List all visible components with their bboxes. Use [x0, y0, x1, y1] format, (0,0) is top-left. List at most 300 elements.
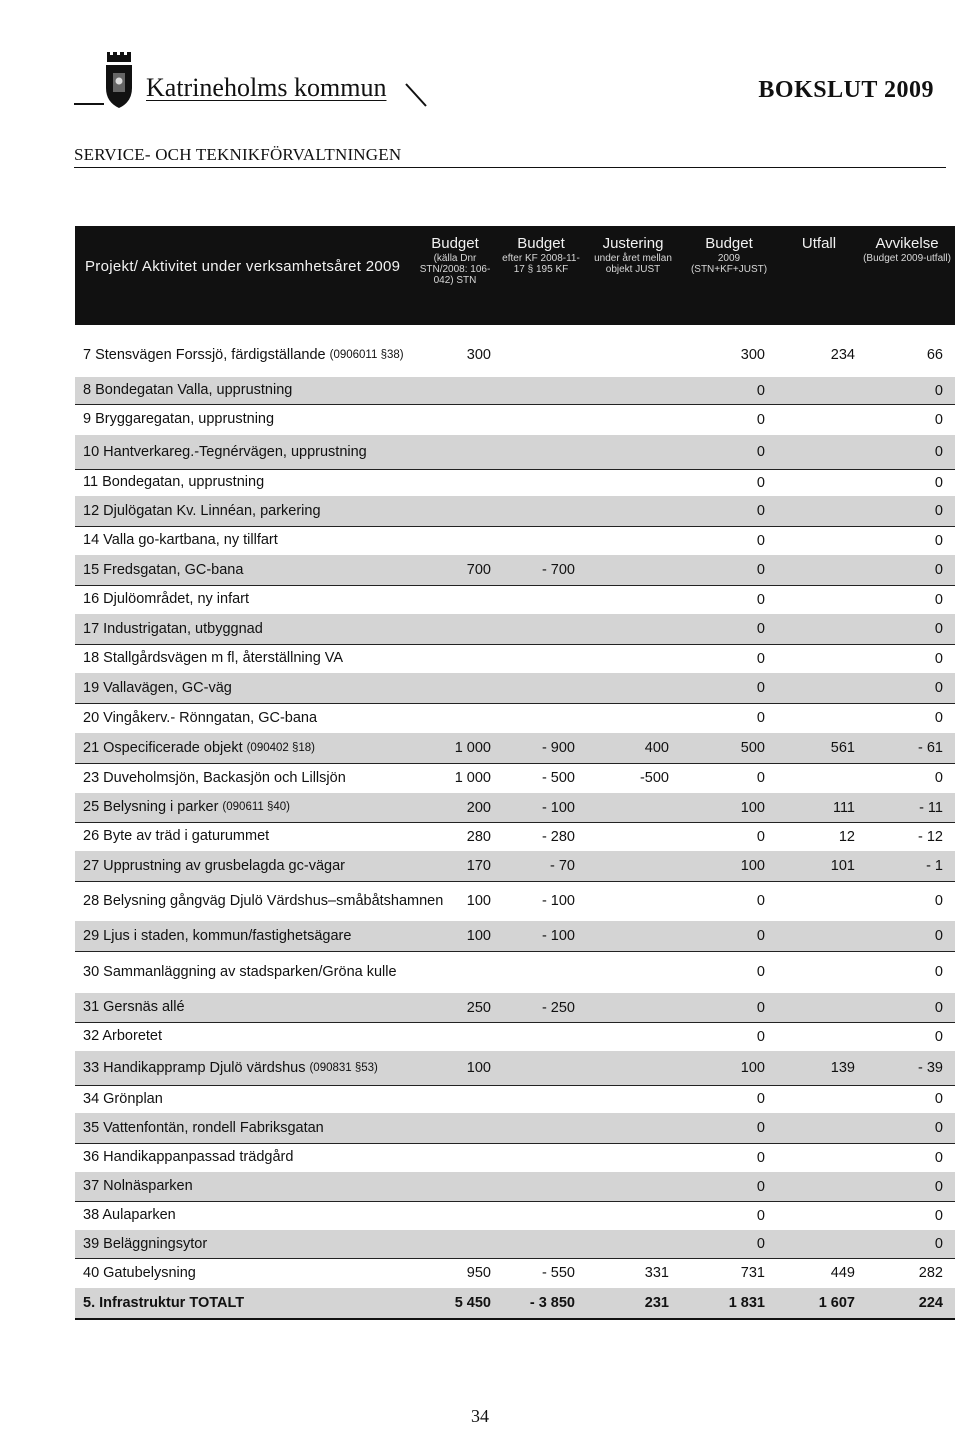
utfall-cell — [771, 614, 855, 644]
avvikelse-cell: 0 — [934, 562, 943, 578]
avvikelse-cell: 0 — [934, 893, 943, 909]
budget-kf-cell — [495, 1172, 575, 1201]
project-name — [83, 614, 463, 644]
project-title: 15 Fredsgatan, GC-bana — [83, 561, 244, 578]
justering-cell — [579, 1143, 669, 1172]
column-title: Avvikelse — [875, 235, 939, 252]
avvikelse-cell: - 61 — [918, 740, 943, 756]
project-title: 27 Upprustning av grusbelagda gc-vägar — [83, 857, 345, 874]
table-row — [75, 703, 955, 734]
project-name — [83, 1172, 463, 1201]
project-title: 36 Handikappanpassad trädgård — [83, 1149, 294, 1165]
justering-cell — [579, 333, 669, 377]
budget-kf-cell — [495, 1201, 575, 1230]
budget-2009-cell: 0 — [756, 999, 765, 1016]
column-header-budget-stn — [415, 236, 495, 286]
project-title: 40 Gatubelysning — [83, 1264, 196, 1281]
budget-stn-cell — [415, 1113, 491, 1143]
budget-stn-cell — [415, 951, 491, 993]
budget-2009-cell: 0 — [756, 503, 765, 519]
justering-cell — [579, 1085, 669, 1113]
utfall-cell — [771, 763, 855, 793]
utfall-cell: 101 — [830, 858, 855, 874]
table-row — [75, 733, 955, 764]
project-title: 28 Belysning gångväg Djulö Värdshus–småbåtshamnen — [83, 892, 444, 909]
budget-kf-cell: - 900 — [541, 740, 575, 756]
project-name — [83, 951, 463, 993]
project-title: 20 Vingåkerv.- Rönngatan, GC-bana — [83, 709, 318, 726]
project-title: 32 Arboretet — [83, 1028, 162, 1044]
project-title: 31 Gersnäs allé — [83, 999, 185, 1015]
budget-stn-cell — [415, 526, 491, 555]
budget-2009-cell: 0 — [756, 828, 765, 845]
project-name — [83, 1022, 463, 1051]
report-title: BOKSLUT 2009 — [758, 77, 934, 103]
table-row — [75, 1085, 955, 1114]
utfall-cell — [771, 1172, 855, 1201]
table-row — [75, 993, 955, 1023]
budget-stn-cell: 1 000 — [454, 740, 491, 756]
justering-cell — [579, 1201, 669, 1230]
table-row — [75, 333, 955, 378]
budget-kf-cell: - 550 — [541, 1265, 575, 1281]
justering-cell — [579, 851, 669, 881]
budget-stn-cell — [415, 1201, 491, 1230]
project-title: 18 Stallgårdsvägen m fl, återställning VA — [83, 650, 344, 666]
table-row — [75, 585, 955, 615]
budget-2009-cell: 0 — [756, 1149, 765, 1166]
budget-stn-cell — [415, 585, 491, 614]
project-title: 26 Byte av träd i gaturummet — [83, 828, 270, 844]
avvikelse-cell: 0 — [934, 1091, 943, 1107]
budget-2009-cell: 0 — [756, 1120, 765, 1136]
budget-2009-cell: 0 — [756, 680, 765, 696]
avvikelse-cell: 282 — [918, 1265, 943, 1281]
budget-2009-cell: 0 — [756, 1207, 765, 1224]
project-name — [83, 1051, 463, 1085]
budget-kf-cell: - 500 — [541, 770, 575, 786]
budget-kf-cell: - 100 — [541, 799, 575, 816]
budget-stn-cell — [415, 377, 491, 404]
table-row — [75, 614, 955, 645]
column-subtitle: efter KF 2008-11-17 § 195 KF — [502, 252, 580, 275]
project-name — [83, 921, 463, 951]
budget-stn-cell: 5 450 — [454, 1295, 491, 1311]
avvikelse-cell: 0 — [934, 770, 943, 786]
utfall-cell — [771, 555, 855, 585]
budget-kf-cell — [495, 1051, 575, 1085]
budget-2009-cell: 0 — [756, 474, 765, 491]
budget-stn-cell — [415, 1230, 491, 1258]
avvikelse-cell: 0 — [934, 474, 943, 491]
budget-2009-cell: 0 — [756, 1091, 765, 1107]
avvikelse-cell: - 11 — [919, 799, 943, 816]
budget-kf-cell — [495, 404, 575, 435]
column-header-avvikelse — [861, 236, 953, 264]
justering-cell — [579, 993, 669, 1022]
project-name — [83, 555, 463, 585]
column-title: Utfall — [801, 235, 837, 252]
utfall-cell — [771, 921, 855, 951]
budget-kf-cell: - 3 850 — [529, 1295, 575, 1311]
budget-kf-cell — [495, 496, 575, 526]
budget-2009-cell: 1 831 — [728, 1295, 765, 1311]
project-name — [83, 1085, 463, 1113]
budget-2009-cell: 0 — [756, 1178, 765, 1195]
budget-2009-cell: 0 — [756, 928, 765, 944]
utfall-cell — [771, 1113, 855, 1143]
avvikelse-cell: 0 — [934, 710, 943, 726]
budget-2009-cell: 100 — [740, 1060, 765, 1076]
project-name — [83, 673, 463, 703]
budget-2009-cell: 0 — [756, 710, 765, 726]
justering-cell — [579, 377, 669, 404]
table-row — [75, 1051, 955, 1086]
budget-2009-cell: 731 — [740, 1265, 765, 1281]
avvikelse-cell: 0 — [934, 999, 943, 1016]
utfall-cell — [771, 881, 855, 921]
avvikelse-cell: 0 — [934, 532, 943, 549]
project-table — [75, 333, 955, 1318]
utfall-cell — [771, 1201, 855, 1230]
avvikelse-cell: 0 — [934, 1120, 943, 1136]
budget-2009-cell: 100 — [740, 858, 765, 874]
project-title: 30 Sammanläggning av stadsparken/Gröna kulle — [83, 963, 397, 980]
project-title: 29 Ljus i staden, kommun/fastighetsägare — [83, 927, 352, 944]
project-name — [83, 733, 463, 763]
department-name: SERVICE- OCH TEKNIKFÖRVALTNINGEN — [74, 145, 402, 164]
justering-cell — [579, 644, 669, 673]
column-title: Budget — [517, 235, 565, 252]
project-reference: (090831 §53) — [309, 1061, 378, 1074]
project-title: 19 Vallavägen, GC-väg — [83, 679, 232, 696]
justering-cell — [579, 496, 669, 526]
department-rule — [74, 167, 946, 168]
table-row — [75, 1201, 955, 1231]
project-name — [83, 1113, 463, 1143]
avvikelse-cell: 0 — [934, 1149, 943, 1166]
project-name — [83, 1288, 463, 1318]
justering-cell — [579, 673, 669, 703]
justering-cell — [579, 951, 669, 993]
project-title: 34 Grönplan — [83, 1090, 163, 1107]
project-title: 25 Belysning i parker — [83, 799, 219, 815]
avvikelse-cell: 0 — [934, 621, 943, 637]
utfall-cell — [771, 526, 855, 555]
budget-kf-cell — [495, 1143, 575, 1172]
utfall-cell — [771, 703, 855, 733]
avvikelse-cell: 224 — [918, 1295, 943, 1311]
budget-stn-cell — [415, 469, 491, 496]
project-title: 23 Duveholmsjön, Backasjön och Lillsjön — [83, 769, 346, 786]
utfall-cell: 234 — [830, 347, 855, 363]
justering-cell: 400 — [644, 740, 669, 756]
project-reference: (090611 §40) — [222, 801, 290, 813]
budget-stn-cell: 200 — [466, 799, 491, 816]
budget-kf-cell — [495, 333, 575, 377]
justering-cell: 331 — [644, 1265, 669, 1281]
project-name — [83, 703, 463, 733]
budget-kf-cell: - 280 — [541, 828, 575, 845]
table-row — [75, 822, 955, 852]
budget-stn-cell — [415, 614, 491, 644]
budget-kf-cell — [495, 1230, 575, 1258]
budget-kf-cell — [495, 1113, 575, 1143]
budget-kf-cell: - 100 — [541, 893, 575, 909]
table-row — [75, 921, 955, 952]
project-name — [83, 404, 463, 435]
avvikelse-cell: 0 — [934, 650, 943, 667]
budget-kf-cell — [495, 526, 575, 555]
budget-kf-cell — [495, 469, 575, 496]
project-title: 17 Industrigatan, utbyggnad — [83, 620, 263, 637]
utfall-cell: 449 — [830, 1265, 855, 1281]
column-header-justering — [587, 236, 679, 275]
budget-stn-cell — [415, 673, 491, 703]
table-row — [75, 496, 955, 527]
project-title: 8 Bondegatan Valla, upprustning — [83, 382, 293, 398]
column-title: Budget — [431, 235, 479, 252]
table-row — [75, 1022, 955, 1052]
column-header-budget-kf — [499, 236, 583, 275]
justering-cell — [579, 469, 669, 496]
project-title: 38 Aulaparken — [83, 1207, 176, 1223]
budget-kf-cell — [495, 377, 575, 404]
justering-cell — [579, 585, 669, 614]
budget-stn-cell: 700 — [466, 562, 491, 578]
budget-stn-cell: 300 — [466, 347, 491, 363]
justering-cell — [579, 404, 669, 435]
budget-kf-cell — [495, 614, 575, 644]
budget-stn-cell: 170 — [466, 858, 491, 874]
justering-cell — [579, 1051, 669, 1085]
budget-stn-cell — [415, 1143, 491, 1172]
project-reference: (090402 §18) — [246, 741, 316, 754]
justering-cell: 231 — [644, 1295, 669, 1311]
budget-stn-cell — [415, 435, 491, 469]
column-header-budget-2009 — [681, 236, 777, 275]
column-subtitle: (Budget 2009-utfall) — [863, 252, 951, 264]
budget-kf-cell — [495, 951, 575, 993]
column-subtitle: under året mellan objekt JUST — [594, 252, 672, 275]
project-name — [83, 851, 463, 881]
budget-2009-cell: 500 — [740, 740, 765, 756]
justering-cell — [579, 555, 669, 585]
justering-cell — [579, 1113, 669, 1143]
budget-2009-cell: 0 — [756, 770, 765, 786]
project-name — [83, 822, 463, 851]
column-title: Budget — [705, 235, 753, 252]
table-row — [75, 1113, 955, 1144]
budget-2009-cell: 0 — [756, 444, 765, 460]
project-name — [83, 881, 463, 921]
justering-cell — [579, 881, 669, 921]
utfall-cell — [771, 377, 855, 404]
budget-2009-cell: 0 — [756, 532, 765, 549]
budget-stn-cell: 250 — [466, 999, 491, 1016]
project-name — [83, 526, 463, 555]
project-title: 12 Djulögatan Kv. Linnéan, parkering — [83, 502, 321, 519]
project-title: 10 Hantverkareg.-Tegnérvägen, upprustning — [83, 443, 367, 460]
avvikelse-cell: 0 — [934, 411, 943, 428]
budget-2009-cell: 0 — [756, 562, 765, 578]
utfall-cell — [771, 673, 855, 703]
utfall-cell: 1 607 — [818, 1295, 855, 1311]
project-reference: (0906011 §38) — [329, 348, 404, 361]
budget-kf-cell — [495, 644, 575, 673]
column-header-utfall — [779, 236, 859, 253]
project-name — [83, 469, 463, 496]
budget-kf-cell: - 700 — [541, 562, 575, 578]
project-title: 21 Ospecificerade objekt — [83, 739, 243, 756]
justering-cell — [579, 793, 669, 822]
budget-2009-cell: 0 — [756, 411, 765, 428]
table-row — [75, 526, 955, 556]
budget-stn-cell — [415, 404, 491, 435]
table-row — [75, 644, 955, 674]
header-slash-mark — [404, 82, 428, 108]
project-name — [83, 1143, 463, 1172]
project-name — [83, 435, 463, 469]
avvikelse-cell: - 12 — [918, 828, 943, 845]
utfall-cell — [771, 1022, 855, 1051]
page-number: 34 — [471, 1406, 489, 1426]
table-row — [75, 555, 955, 586]
budget-stn-cell — [415, 703, 491, 733]
utfall-cell — [771, 644, 855, 673]
utfall-cell — [771, 404, 855, 435]
justering-cell — [579, 921, 669, 951]
avvikelse-cell: 66 — [926, 347, 943, 363]
budget-2009-cell: 0 — [756, 1236, 765, 1252]
table-row — [75, 469, 955, 497]
budget-kf-cell — [495, 1022, 575, 1051]
justering-cell — [579, 614, 669, 644]
utfall-cell — [771, 993, 855, 1022]
utfall-cell — [771, 1085, 855, 1113]
utfall-cell — [771, 435, 855, 469]
table-row — [75, 377, 955, 405]
table-total-row — [75, 1288, 955, 1320]
project-name — [83, 993, 463, 1022]
table-row — [75, 793, 955, 823]
utfall-cell — [771, 1230, 855, 1258]
avvikelse-cell: 0 — [934, 964, 943, 980]
utfall-cell — [771, 951, 855, 993]
budget-2009-cell: 0 — [756, 964, 765, 980]
budget-stn-cell — [415, 1172, 491, 1201]
project-name — [83, 1258, 463, 1288]
budget-stn-cell — [415, 644, 491, 673]
project-name — [83, 496, 463, 526]
budget-kf-cell: - 70 — [550, 858, 575, 874]
budget-kf-cell — [495, 585, 575, 614]
budget-stn-cell: 100 — [466, 1060, 491, 1076]
table-row — [75, 1172, 955, 1202]
budget-kf-cell — [495, 673, 575, 703]
project-title: 9 Bryggaregatan, upprustning — [83, 411, 275, 427]
budget-kf-cell: - 250 — [541, 999, 575, 1016]
table-row — [75, 404, 955, 436]
budget-stn-cell: 950 — [466, 1265, 491, 1281]
budget-2009-cell: 0 — [756, 621, 765, 637]
project-title: 16 Djulöområdet, ny infart — [83, 591, 250, 607]
table-header — [75, 226, 955, 325]
budget-stn-cell: 1 000 — [454, 770, 491, 786]
budget-2009-cell: 0 — [756, 1028, 765, 1045]
column-label-header: Projekt/ Aktivitet under verksamhetsåret 2009 — [85, 258, 401, 275]
project-name — [83, 333, 463, 377]
justering-cell — [579, 1230, 669, 1258]
avvikelse-cell: 0 — [934, 1236, 943, 1252]
budget-2009-cell: 300 — [740, 347, 765, 363]
project-title: 33 Handikappramp Djulö värdshus — [83, 1059, 306, 1076]
column-subtitle: 2009 (STN+KF+JUST) — [690, 252, 768, 275]
budget-stn-cell — [415, 1022, 491, 1051]
avvikelse-cell: 0 — [934, 1207, 943, 1224]
avvikelse-cell: 0 — [934, 1028, 943, 1045]
justering-cell — [579, 822, 669, 851]
project-title: 14 Valla go-kartbana, ny tillfart — [83, 532, 278, 548]
table-row — [75, 1258, 955, 1289]
table-row — [75, 951, 955, 994]
project-name — [83, 585, 463, 614]
project-name — [83, 377, 463, 404]
budget-stn-cell: 100 — [466, 928, 491, 944]
budget-stn-cell: 100 — [466, 893, 491, 909]
justering-cell — [579, 1022, 669, 1051]
justering-cell: -500 — [639, 770, 669, 786]
column-subtitle: (källa Dnr STN/2008: 106-042) STN — [419, 252, 491, 286]
avvikelse-cell: 0 — [934, 680, 943, 696]
project-name — [83, 763, 463, 793]
budget-kf-cell — [495, 1085, 575, 1113]
project-name — [83, 1230, 463, 1258]
project-title: 11 Bondegatan, upprustning — [83, 474, 265, 490]
project-name — [83, 644, 463, 673]
column-title: Justering — [602, 235, 664, 252]
budget-2009-cell: 0 — [756, 591, 765, 608]
avvikelse-cell: - 1 — [926, 858, 943, 874]
municipal-crest-icon — [104, 52, 134, 108]
utfall-cell — [771, 496, 855, 526]
table-row — [75, 1230, 955, 1259]
avvikelse-cell: - 39 — [918, 1060, 943, 1076]
project-title: 39 Beläggningsytor — [83, 1235, 208, 1252]
organization-name: Katrineholms kommun — [146, 73, 387, 102]
project-title: 35 Vattenfontän, rondell Fabriksgatan — [83, 1119, 324, 1136]
budget-2009-cell: 0 — [756, 382, 765, 399]
avvikelse-cell: 0 — [934, 503, 943, 519]
document-header — [74, 52, 950, 112]
justering-cell — [579, 703, 669, 733]
utfall-cell: 111 — [832, 799, 855, 816]
table-row — [75, 673, 955, 704]
avvikelse-cell: 0 — [934, 591, 943, 608]
budget-kf-cell — [495, 435, 575, 469]
budget-kf-cell — [495, 703, 575, 733]
budget-stn-cell: 280 — [466, 828, 491, 845]
budget-2009-cell: 0 — [756, 893, 765, 909]
avvikelse-cell: 0 — [934, 444, 943, 460]
avvikelse-cell: 0 — [934, 382, 943, 399]
avvikelse-cell: 0 — [934, 928, 943, 944]
utfall-cell — [771, 469, 855, 496]
project-name — [83, 1201, 463, 1230]
table-row — [75, 881, 955, 922]
table-row — [75, 763, 955, 794]
project-title: 37 Nolnäsparken — [83, 1178, 193, 1194]
